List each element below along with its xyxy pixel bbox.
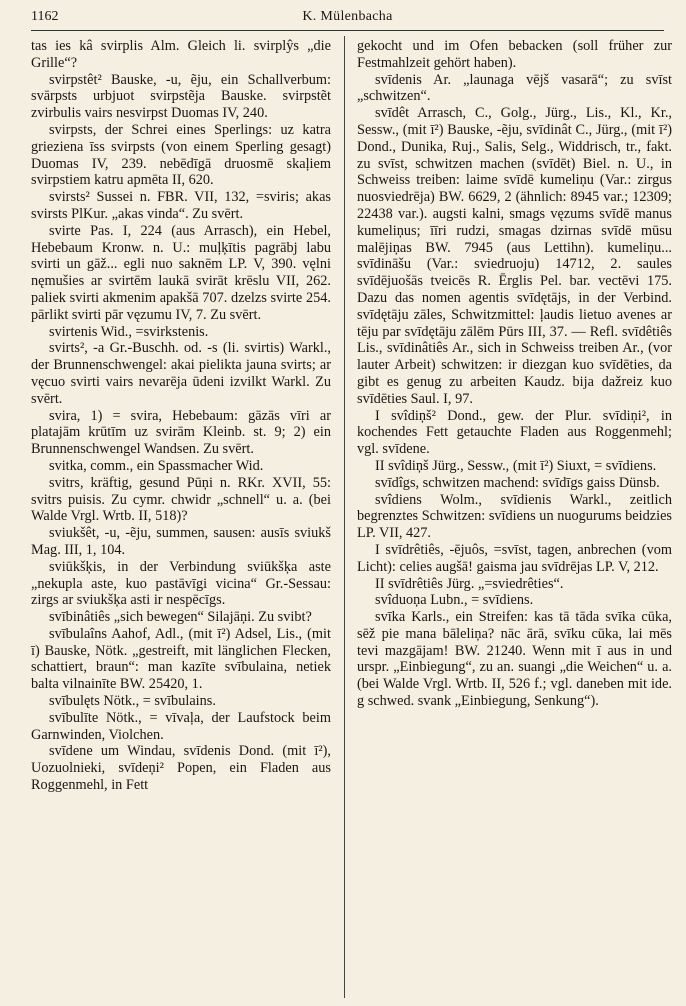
dictionary-entry: sviūkšķis, in der Verbindung sviūkšķa aste „nekupla aste, kuo pastāvīgi vicina“ Gr.-Sessau: zirgs ar sviukšķa asti ir nespēcīgs. [31,558,331,609]
dictionary-entry: svitrs, kräftig, gesund Pūņi n. RKr. XVII, 55: svitrs puisis. Zu cymr. chwidr „schnell“ u. a. (bei Walde Vrgl. Wrtb. II, 518)? [31,474,331,525]
dictionary-entry: svitka, comm., ein Spassmacher Wid. [49,457,264,474]
dictionary-entry: gekocht und im Ofen bebacken (soll früher zur Festmahlzeit gehört haben). [357,38,672,71]
dictionary-entry: svîdiens Wolm., svīdienis Warkl., zeitlich begrenztes Schwitzen: svīdiens un nuogurums beidzies LP. VII, 427. [357,491,672,542]
dictionary-entry: svīdêt Arrasch, C., Golg., Jürg., Lis., Kl., Kr., Sessw., (mit ī²) Bauske, -ẽju, svīdinât C., Jürg., (mit ī²) Dond., Dunika, Ruj., Salis, Selg., Widdrisch, tr., fakt. zu svīst, schwitzen machen (svīdēt) Biel. n. U., in Schweiss treiben: laime svīdē kumeliņu (Var.: zirgus nuosviedrēja) BW. 6629, 2 (ähnlich: 8945 var.; 12309; 22438 var.). augsti kalni, smags vęzums svīdē manus kumeliņus; īīri rudzi, smagas dzirnas svīdē mūsu malējiņas BW. 7945 (aus Lettihn). kumeliņu... svīdināšu (Var.: sviedruoju) 14712, 2. saules svīdējuošās tveicēs R. Ērglis Pel. bar. vectēvi 175. Dazu das nomen agentis svīdętājs, in der Verbind. svīdętāju zāles, Schwitzmittel: ļaudis lietuo avenes ar tēju par svīdętāju zālēm Pūrs III, 37. — Refl. svīdêtiês Lis., svīdinâtiês Ar., sich in Schweiss treiben Ar., (vor lauter Arbeit) schwitzen: ir diezgan kuo svīdēties, da gibt es genug zu arbeiten Kaudz. bija dažreiz kuo svīdēties Saul. I, 97. [357,105,672,407]
column-separator [344,36,345,998]
running-head: K. Mülenbacha [302,9,393,24]
dictionary-entry: svīdene um Windau, svīdenis Dond. (mit ī²), Uozuolnieki, svīdeņi² Popen, ein Fladen aus Roggenmehl, in Fett [31,743,331,794]
dictionary-entry: svirte Pas. I, 224 (aus Arrasch), ein Hebel, Hebebaum Kronw. n. U.: muļķītis pagrābj labu svirti un gāž... egli nuo saknēm LP. V, 390. vęlni nęmušies ar svirtēm laukā svirāt krēslu VII, 262. paliek svirti akmenim apakšā 707. dzelzs svirte 254. pārlikt svirti pār vęzumu IV, 7. Zu svērt. [31,222,331,323]
dictionary-entry: I svīdrêtiês, -ējuôs, =svīst, tagen, anbrechen (vom Licht): celies augšā! gaisma jau svīdrējas LP. V, 212. [357,541,672,575]
dictionary-entry: svībulaîns Aahof, Adl., (mit ī²) Adsel, Lis., (mit ī) Bauske, Nötk. „gestreift, mit länglichen Flecken, schattiert, braun“: man kazīte svībulaina, netiek balta vilnainīte BW. 25420, 1. [31,625,331,693]
dictionary-entry: svira, 1) = svira, Hebebaum: gāzās vīri ar platajām krūtīm uz svirām Kleinb. st. 9; 2) ein Brunnenschwengel Wandsen. Zu svērt. [31,407,331,458]
dictionary-entry: svīdenis Ar. „launaga vējš vasarā“; zu svīst „schwitzen“. [357,71,672,105]
page-number: 1162 [31,9,59,24]
dictionary-entry: II svīdrêtiês Jürg. „=sviedrêties“. [375,575,564,592]
dictionary-entry: svirpstêt² Bauske, -u, ẽju, ein Schallverbum: svārpsts urbjuot svirpstẽja Bauske. svirpstẽt zvirbulis vairs nesvirpst Duomas IV, 240. [31,71,331,122]
dictionary-entry: svirtenis Wid., =svirkstenis. [49,323,209,340]
left-column [31,38,331,794]
page-header [31,7,664,29]
dictionary-entry: svībulīte Nötk., = vīvaļa, der Laufstock beim Garnwinden, Violchen. [31,709,331,743]
dictionary-entry: svîduoņa Lubn., = svīdiens. [375,592,534,609]
dictionary-entry: svīdîgs, schwitzen machend: svīdīgs gaiss Dünsb. [375,474,660,491]
dictionary-entry: svirpsts, der Schrei eines Sperlings: uz katra grieziena īss svirpsts (von einem Sperling gesagt) Duomas IV, 239. nebēdīgā druosmē skaļiem svirpstiem katru apmēta II, 620. [31,121,331,189]
dictionary-entry: svībulęts Nötk., = svībulains. [49,693,216,710]
dictionary-entry: tas ies kâ svirplis Alm. Gleich li. svirplŷs „die Grille“? [31,38,331,71]
right-column [357,38,672,710]
dictionary-entry: svībinâtiês „sich bewegen“ Silajāņi. Zu svibt? [49,609,312,626]
dictionary-entry: svirts², -a Gr.-Buschh. od. -s (li. svirtis) Warkl., der Brunnenschwengel: akai pielikta jauna svirts; ar vęcuo svirti vairs nevarēja ūdeni izvilkt Warkl. Zu svērt. [31,340,331,407]
dictionary-entry: sviukšêt, -u, -ẽju, summen, sausen: ausīs sviukš Mag. III, 1, 104. [31,525,331,558]
dictionary-entry: II svîdiņš Jürg., Sessw., (mit ī²) Siuxt, = svīdiens. [375,457,657,474]
dictionary-entry: svirsts² Sussei n. FBR. VII, 132, =sviris; akas svirsts PlKur. „akas vinda“. Zu svērt. [31,189,331,222]
dictionary-entry: I svîdiņš² Dond., gew. der Plur. svīdiņi², in kochendes Fett getauchte Fladen aus Roggenmehl; vgl. svīdene. [357,407,672,458]
header-rule [31,30,664,31]
dictionary-entry: svīka Karls., ein Streifen: kas tā tāda svīka cūka, sēž pie mana bāleliņa? nāc ārā, svīku cūka, lai mēs tevi mazgājam! BW. 21240. Wenn mit ī aus in und urspr. „Einbiegung“, zu an. suangi „die Weichen“ u. a. (bei Walde Vrgl. Wrtb. II, 526 f.; vgl. daneben mit ide. g schwed. svank „Einbiegung, Senkung“). [357,609,672,710]
